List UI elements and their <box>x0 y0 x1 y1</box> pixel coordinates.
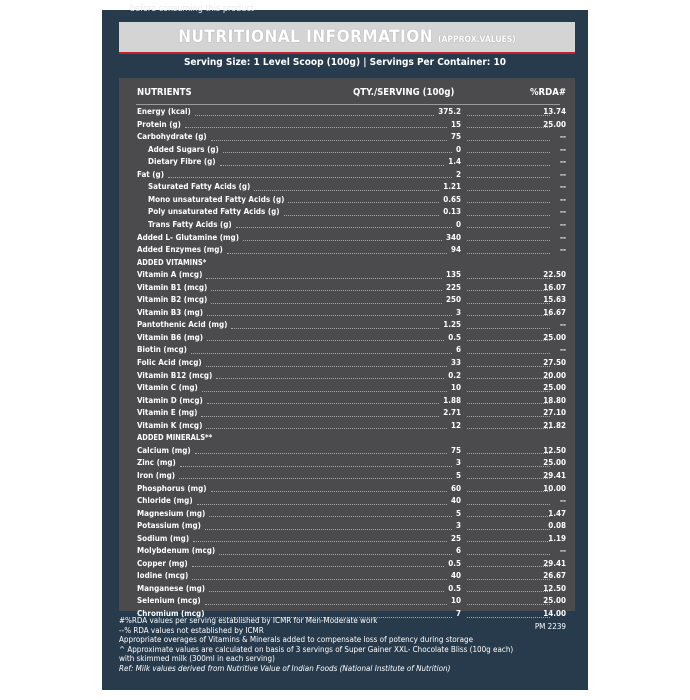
nutrient-qty: 0 <box>455 219 461 229</box>
nutrient-qty: 2 <box>455 169 461 179</box>
dotted-leader <box>467 591 550 592</box>
nutrient-qty: 340 <box>445 232 461 242</box>
section-heading <box>119 432 575 445</box>
nutrient-qty: 0.65 <box>443 194 461 204</box>
dotted-leader <box>467 328 550 329</box>
dotted-leader <box>207 315 452 316</box>
table-row <box>119 583 575 596</box>
dotted-leader <box>236 227 452 228</box>
header-rda: %RDA# <box>529 87 566 98</box>
dotted-leader <box>467 541 550 542</box>
table-header <box>119 87 575 99</box>
nutrient-qty: 1.25 <box>443 320 461 330</box>
nutrition-table <box>119 78 575 618</box>
nutrient-name: Saturated Fatty Acids (g) <box>148 182 251 192</box>
nutrient-rda: 15.63 <box>543 295 566 305</box>
nutrient-name: Energy (kcal) <box>137 107 191 116</box>
nutrient-qty: 7 <box>455 609 461 618</box>
table-row <box>119 282 575 295</box>
nutrient-name: Added L- Glutamine (mg) <box>137 232 239 242</box>
footnote-5: with skimmed milk (300ml in each serving) <box>119 654 275 664</box>
table-row <box>119 131 575 144</box>
table-row <box>119 181 575 194</box>
nutrient-name: Vitamin B12 (mcg) <box>137 370 213 380</box>
dotted-leader <box>202 391 447 392</box>
dotted-leader <box>467 278 550 279</box>
table-row <box>119 382 575 395</box>
nutrient-name: Magnesium (mg) <box>137 508 206 518</box>
nutrient-rda: -- <box>560 219 566 229</box>
nutrient-name: Chromium (mcg) <box>137 609 205 618</box>
nutrient-name: Sodium (mg) <box>137 533 190 543</box>
nutrient-name: Biotin (mcg) <box>137 345 187 355</box>
dotted-leader <box>254 190 439 191</box>
nutrient-rda: 25.00 <box>543 458 566 468</box>
dotted-leader <box>467 453 550 454</box>
nutrient-name: Vitamin B6 (mg) <box>137 332 204 342</box>
dotted-leader <box>467 253 550 254</box>
table-row <box>119 332 575 345</box>
dotted-leader <box>205 604 447 605</box>
dotted-leader <box>467 366 550 367</box>
nutrient-rda: 21.82 <box>543 420 566 430</box>
nutrient-qty: 40 <box>450 571 461 581</box>
nutrient-name: Zinc (mg) <box>137 458 176 468</box>
nutrient-rda: 13.74 <box>543 107 566 116</box>
dotted-leader <box>211 140 447 141</box>
nutrient-name: ADDED MINERALS** <box>137 433 213 443</box>
table-row <box>119 445 575 458</box>
nutrient-qty: 60 <box>450 483 461 493</box>
dotted-leader <box>223 152 452 153</box>
dotted-leader <box>197 504 447 505</box>
footnote-1: #%RDA values per serving established by ICMR for Men-Moderate work <box>119 616 378 625</box>
nutrient-qty: 375.2 <box>438 107 461 116</box>
serving-info: Serving Size: 1 Level Scoop (100g) | Servings Per Container: 10 <box>183 57 507 68</box>
footnotes <box>119 616 579 674</box>
nutrient-qty: 6 <box>455 345 461 355</box>
nutrient-qty: 0.5 <box>448 558 461 568</box>
nutrient-rda: 25.00 <box>543 119 566 129</box>
table-row <box>119 457 575 470</box>
dotted-leader <box>207 340 444 341</box>
table-row <box>119 395 575 408</box>
nutrient-qty: 2.71 <box>443 408 461 418</box>
dotted-leader <box>179 478 452 479</box>
footnote-4: ^ Approximate values are calculated on basis of 3 servings of Super Gainer XXL- Chocolate Bliss (100g each) <box>119 644 514 654</box>
nutrient-qty: 3 <box>455 458 461 468</box>
nutrient-rda: -- <box>560 245 566 255</box>
product-code: PM 2239 <box>534 622 566 631</box>
dotted-leader <box>467 403 550 404</box>
nutrient-name: Calcium (mg) <box>137 445 191 455</box>
header-nutrients: NUTRIENTS <box>137 87 192 98</box>
nutrient-rda: 14.00 <box>543 609 566 618</box>
nutrient-rda: -- <box>560 144 566 154</box>
dotted-leader <box>206 428 447 429</box>
dotted-leader <box>201 416 439 417</box>
dotted-leader <box>227 253 447 254</box>
nutrient-rda: -- <box>560 182 566 192</box>
nutrient-qty: 12 <box>450 420 461 430</box>
nutrient-rda: -- <box>560 345 566 355</box>
nutrient-rda: 1.19 <box>548 533 566 543</box>
dotted-leader <box>467 566 550 567</box>
nutrient-rda: -- <box>560 194 566 204</box>
dotted-leader <box>467 353 550 354</box>
table-row <box>119 219 575 232</box>
dotted-leader <box>211 290 442 291</box>
dotted-leader <box>243 240 442 241</box>
nutrient-name: Carbohydrate (g) <box>137 132 207 142</box>
table-row <box>119 269 575 282</box>
table-row <box>119 495 575 508</box>
nutrient-qty: 10 <box>450 383 461 393</box>
nutrient-name: Vitamin K (mcg) <box>137 420 203 430</box>
nutrient-name: Iodine (mcg) <box>137 571 189 581</box>
nutrient-name: Pantothenic Acid (mg) <box>137 320 228 330</box>
nutrient-qty: 3 <box>455 307 461 317</box>
nutrient-rda: 29.41 <box>543 470 566 480</box>
dotted-leader <box>467 152 550 153</box>
dotted-leader <box>467 478 550 479</box>
table-row <box>119 508 575 521</box>
dotted-leader <box>284 215 439 216</box>
dotted-leader <box>193 541 447 542</box>
nutrient-name: Fat (g) <box>137 169 164 179</box>
nutrient-name: Mono unsaturated Fatty Acids (g) <box>148 194 285 204</box>
nutrient-rda: 18.80 <box>543 395 566 405</box>
nutrient-rda: 22.50 <box>543 270 566 280</box>
table-row <box>119 545 575 558</box>
nutrient-name: Vitamin C (mg) <box>137 383 198 393</box>
nutrient-name: Added Sugars (g) <box>148 144 219 154</box>
footnote-3: Appropriate overages of Vitamins & Minerals added to compensate loss of potency during storage <box>119 635 474 645</box>
dotted-leader <box>467 303 550 304</box>
dotted-leader <box>467 378 550 379</box>
dotted-leader <box>467 290 550 291</box>
nutrient-name: Potassium (mg) <box>137 521 201 531</box>
nutrient-name: Poly unsaturated Fatty Acids (g) <box>148 207 280 217</box>
nutrient-name: Vitamin B2 (mcg) <box>137 295 208 305</box>
table-row <box>119 307 575 320</box>
nutrient-name: Trans Fatty Acids (g) <box>148 219 232 229</box>
dotted-leader <box>207 403 439 404</box>
dotted-leader <box>467 466 550 467</box>
nutrient-qty: 5 <box>455 470 461 480</box>
nutrient-rda: 25.00 <box>543 383 566 393</box>
section-heading <box>119 257 575 270</box>
nutrient-qty: 0.2 <box>448 370 461 380</box>
table-row <box>119 558 575 571</box>
dotted-leader <box>231 328 439 329</box>
nutrient-name: Iron (mg) <box>137 470 176 480</box>
nutrient-qty: 1.88 <box>443 395 461 405</box>
dotted-leader <box>467 190 550 191</box>
nutrient-name: Folic Acid (mcg) <box>137 358 202 367</box>
dotted-leader <box>209 516 452 517</box>
dotted-leader <box>467 202 550 203</box>
table-row <box>119 106 575 119</box>
dotted-leader <box>467 177 550 178</box>
nutrient-qty: 40 <box>450 496 461 506</box>
dotted-leader <box>467 391 550 392</box>
dotted-leader <box>192 566 444 567</box>
nutrient-rda: 25.00 <box>543 596 566 606</box>
nutrient-qty: 250 <box>445 295 461 305</box>
header-divider <box>136 104 560 105</box>
table-row <box>119 232 575 245</box>
dotted-leader <box>467 165 550 166</box>
nutrient-rda: 27.10 <box>543 408 566 418</box>
table-row <box>119 570 575 583</box>
dotted-leader <box>185 127 447 128</box>
nutrient-rda: 16.07 <box>543 282 566 292</box>
nutrient-qty: 75 <box>450 132 461 142</box>
table-row <box>119 294 575 307</box>
nutrient-rda: 16.67 <box>543 307 566 317</box>
table-row <box>119 244 575 257</box>
nutrient-name: Manganese (mg) <box>137 583 206 593</box>
table-row <box>119 169 575 182</box>
dotted-leader <box>467 227 550 228</box>
dotted-leader <box>467 579 550 580</box>
table-row <box>119 319 575 332</box>
dotted-leader <box>191 353 452 354</box>
dotted-leader <box>467 416 550 417</box>
table-row <box>119 595 575 608</box>
dotted-leader <box>467 554 550 555</box>
nutrient-qty: 135 <box>445 270 461 280</box>
nutrient-qty: 1.4 <box>448 157 461 167</box>
nutrient-rda: -- <box>560 132 566 142</box>
table-row <box>119 156 575 169</box>
nutrient-name: Dietary Fibre (g) <box>148 157 216 167</box>
nutrient-qty: 15 <box>450 119 461 129</box>
nutrient-name: Molybdenum (mcg) <box>137 546 216 556</box>
nutrition-label-panel <box>102 4 588 690</box>
nutrient-rda: -- <box>560 207 566 217</box>
dotted-leader <box>220 165 444 166</box>
header-qty: QTY./SERVING (100g) <box>353 87 455 98</box>
nutrient-qty: 6 <box>455 546 461 556</box>
dotted-leader <box>219 554 452 555</box>
title-banner <box>119 22 575 52</box>
dotted-leader <box>467 529 550 530</box>
nutrient-name: Vitamin B3 (mg) <box>137 307 204 317</box>
dotted-leader <box>467 315 550 316</box>
nutrient-rda: 20.00 <box>543 370 566 380</box>
top-note: before consuming this product <box>130 4 254 14</box>
table-row <box>119 144 575 157</box>
nutrient-qty: 1.21 <box>443 182 461 192</box>
table-row <box>119 344 575 357</box>
dotted-leader <box>467 340 550 341</box>
dotted-leader <box>288 202 439 203</box>
nutrient-qty: 0.13 <box>443 207 461 217</box>
nutrient-rda: 12.50 <box>543 445 566 455</box>
nutrient-name: Protein (g) <box>137 119 181 129</box>
nutrient-rda: -- <box>560 232 566 242</box>
dotted-leader <box>467 140 550 141</box>
title-subtitle: (APPROX.VALUES) <box>438 34 516 45</box>
nutrient-qty: 225 <box>445 282 461 292</box>
nutrient-qty: 75 <box>450 445 461 455</box>
footnote-6: Ref: Milk values derived from Nutritive Value of Indian Foods (National Institute of Nutrition) <box>119 663 451 673</box>
nutrient-name: Vitamin B1 (mcg) <box>137 282 208 292</box>
nutrient-qty: 0 <box>455 144 461 154</box>
table-row <box>119 407 575 420</box>
table-row <box>119 483 575 496</box>
nutrient-name: Selenium (mcg) <box>137 596 201 606</box>
nutrient-name: Phosphorus (mg) <box>137 483 207 493</box>
nutrient-qty: 25 <box>450 533 461 543</box>
dotted-leader <box>192 579 447 580</box>
dotted-leader <box>206 366 447 367</box>
nutrient-name: Vitamin A (mcg) <box>137 270 203 280</box>
table-row <box>119 357 575 370</box>
dotted-leader <box>205 529 452 530</box>
dotted-leader <box>195 453 447 454</box>
dotted-leader <box>211 303 442 304</box>
dotted-leader <box>206 278 442 279</box>
nutrient-rda: -- <box>560 320 566 330</box>
nutrient-name: Added Enzymes (mg) <box>137 245 223 255</box>
dotted-leader <box>467 127 550 128</box>
nutrient-rda: -- <box>560 546 566 556</box>
nutrient-name: Vitamin E (mg) <box>137 408 198 418</box>
nutrient-qty: 10 <box>450 596 461 606</box>
dotted-leader <box>467 215 550 216</box>
title-underline <box>119 52 575 54</box>
dotted-leader <box>209 591 444 592</box>
nutrient-rda: 10.00 <box>543 483 566 493</box>
table-row <box>119 194 575 207</box>
dotted-leader <box>467 516 550 517</box>
nutrient-rda: -- <box>560 169 566 179</box>
nutrient-rda: -- <box>560 496 566 506</box>
table-row <box>119 206 575 219</box>
nutrient-rda: 27.50 <box>543 358 566 367</box>
table-row <box>119 370 575 383</box>
dotted-leader <box>467 115 550 116</box>
dotted-leader <box>467 428 550 429</box>
nutrient-qty: 0.5 <box>448 583 461 593</box>
nutrient-name: Copper (mg) <box>137 558 188 568</box>
dotted-leader <box>168 177 452 178</box>
table-row <box>119 420 575 433</box>
nutrient-rda: 29.41 <box>543 558 566 568</box>
nutrient-qty: 94 <box>450 245 461 255</box>
nutrient-qty: 3 <box>455 521 461 531</box>
dotted-leader <box>195 115 434 116</box>
dotted-leader <box>216 378 444 379</box>
nutrient-rda: 25.00 <box>543 332 566 342</box>
dotted-leader <box>467 491 550 492</box>
nutrient-rda: -- <box>560 157 566 167</box>
nutrient-name: Vitamin D (mcg) <box>137 395 203 405</box>
dotted-leader <box>467 240 550 241</box>
nutrient-name: Chloride (mg) <box>137 496 193 506</box>
nutrient-name: ADDED VITAMINS* <box>137 257 207 267</box>
table-row <box>119 470 575 483</box>
footnote-2: --% RDA values not established by ICMR <box>119 625 264 635</box>
table-row <box>119 119 575 132</box>
nutrient-rda: 0.08 <box>548 521 566 531</box>
dotted-leader <box>467 604 550 605</box>
nutrient-qty: 33 <box>450 358 461 367</box>
table-row <box>119 533 575 546</box>
dotted-leader <box>180 466 452 467</box>
table-row <box>119 520 575 533</box>
nutrient-qty: 5 <box>455 508 461 518</box>
dotted-leader <box>467 504 550 505</box>
page-title: NUTRITIONAL INFORMATION <box>178 27 434 47</box>
dotted-leader <box>211 491 447 492</box>
nutrient-rda: 12.50 <box>543 583 566 593</box>
nutrient-rda: 26.67 <box>543 571 566 581</box>
nutrient-rda: 1.47 <box>548 508 566 518</box>
nutrient-qty: 0.5 <box>448 332 461 342</box>
